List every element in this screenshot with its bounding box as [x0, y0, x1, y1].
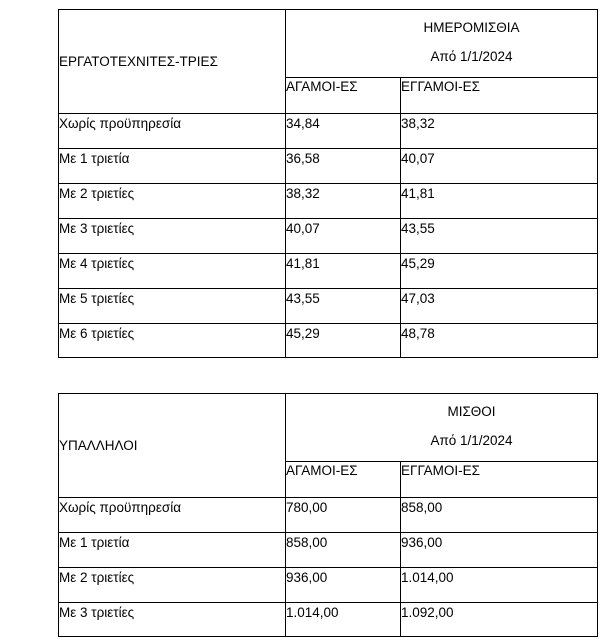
cell-unmarried: 780,00 — [286, 498, 401, 533]
row-label: Με 6 τριετίες — [59, 324, 286, 358]
cell-unmarried: 45,29 — [286, 324, 401, 358]
category-label: ΥΠΑΛΛΗΛΟΙ — [59, 394, 286, 498]
cell-married: 48,78 — [401, 324, 598, 358]
cell-married: 45,29 — [401, 254, 598, 289]
header-cell — [286, 10, 598, 78]
row-label: Χωρίς προϋπηρεσία — [59, 114, 286, 149]
cell-unmarried: 40,07 — [286, 219, 401, 254]
col-header-unmarried: ΑΓΑΜΟΙ-ΕΣ — [286, 78, 401, 114]
cell-unmarried: 41,81 — [286, 254, 401, 289]
row-label: Με 2 τριετίες — [59, 184, 286, 219]
cell-unmarried: 38,32 — [286, 184, 401, 219]
row-label: Με 3 τριετίες — [59, 603, 286, 637]
cell-married: 47,03 — [401, 289, 598, 324]
col-header-married: ΕΓΓΑΜΟΙ-ΕΣ — [401, 462, 598, 498]
cell-married: 40,07 — [401, 149, 598, 184]
header-title: ΗΜΕΡΟΜΙΣΘΙΑ — [423, 19, 520, 35]
row-label: Με 1 τριετία — [59, 149, 286, 184]
cell-married: 1.014,00 — [401, 568, 598, 603]
cell-married: 1.092,00 — [401, 603, 598, 637]
cell-unmarried: 936,00 — [286, 568, 401, 603]
category-label: ΕΡΓΑΤΟΤΕΧΝΙΤΕΣ-ΤΡΙΕΣ — [59, 10, 286, 114]
workers-wage-table — [58, 9, 598, 358]
row-label: Χωρίς προϋπηρεσία — [59, 498, 286, 533]
cell-unmarried: 36,58 — [286, 149, 401, 184]
header-cell — [286, 394, 598, 462]
header-date: Από 1/1/2024 — [430, 48, 513, 64]
cell-unmarried: 858,00 — [286, 533, 401, 568]
header-date: Από 1/1/2024 — [430, 432, 513, 448]
row-label: Με 4 τριετίες — [59, 254, 286, 289]
employees-salary-table — [58, 393, 598, 637]
cell-married: 858,00 — [401, 498, 598, 533]
col-header-unmarried: ΑΓΑΜΟΙ-ΕΣ — [286, 462, 401, 498]
cell-unmarried: 1.014,00 — [286, 603, 401, 637]
header-title: ΜΙΣΘΟΙ — [447, 403, 496, 419]
row-label: Με 2 τριετίες — [59, 568, 286, 603]
row-label: Με 3 τριετίες — [59, 219, 286, 254]
cell-unmarried: 34,84 — [286, 114, 401, 149]
cell-married: 936,00 — [401, 533, 598, 568]
cell-married: 43,55 — [401, 219, 598, 254]
row-label: Με 1 τριετία — [59, 533, 286, 568]
cell-unmarried: 43,55 — [286, 289, 401, 324]
cell-married: 38,32 — [401, 114, 598, 149]
row-label: Με 5 τριετίες — [59, 289, 286, 324]
col-header-married: ΕΓΓΑΜΟΙ-ΕΣ — [401, 78, 598, 114]
cell-married: 41,81 — [401, 184, 598, 219]
